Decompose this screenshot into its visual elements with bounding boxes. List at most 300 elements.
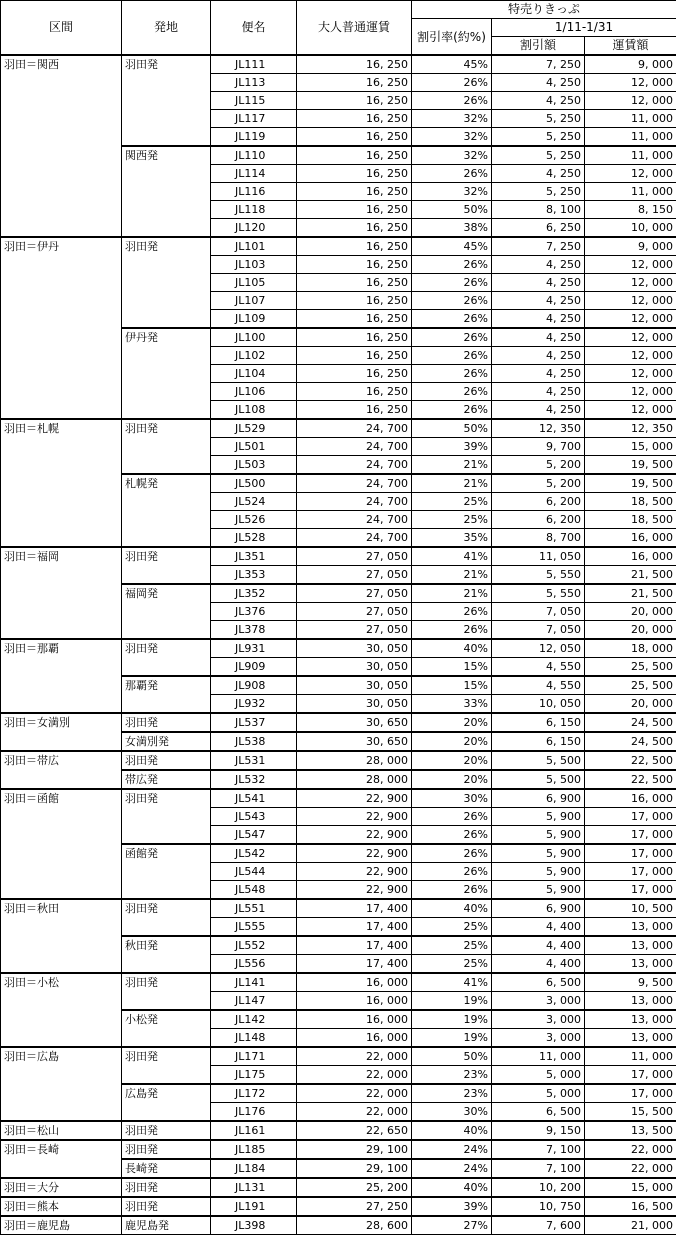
flight-cell: JL148 <box>211 1029 297 1048</box>
normal-fare-cell: 22, 000 <box>297 1066 412 1085</box>
fare-amount-cell: 12, 000 <box>585 92 676 110</box>
normal-fare-cell: 16, 250 <box>297 219 412 238</box>
fare-amount-cell: 15, 500 <box>585 1103 676 1122</box>
normal-fare-cell: 16, 250 <box>297 183 412 201</box>
normal-fare-cell: 24, 700 <box>297 529 412 548</box>
discount-amount-cell: 4, 250 <box>492 365 585 383</box>
discount-amount-cell: 7, 100 <box>492 1140 585 1159</box>
discount-rate-cell: 41% <box>412 973 492 992</box>
discount-rate-cell: 26% <box>412 881 492 900</box>
flight-cell: JL547 <box>211 826 297 845</box>
discount-rate-cell: 19% <box>412 1029 492 1048</box>
route-cell: 羽田＝熊本 <box>1 1197 122 1216</box>
discount-amount-cell: 3, 000 <box>492 1029 585 1048</box>
discount-rate-cell: 20% <box>412 751 492 770</box>
origin-cell: 伊丹発 <box>122 328 211 419</box>
flight-cell: JL353 <box>211 566 297 585</box>
discount-rate-cell: 19% <box>412 992 492 1011</box>
flight-cell: JL100 <box>211 328 297 347</box>
discount-rate-cell: 30% <box>412 1103 492 1122</box>
normal-fare-cell: 24, 700 <box>297 438 412 456</box>
route-cell: 羽田＝大分 <box>1 1178 122 1197</box>
discount-amount-cell: 4, 250 <box>492 347 585 365</box>
normal-fare-cell: 16, 000 <box>297 992 412 1011</box>
discount-amount-cell: 7, 250 <box>492 237 585 256</box>
normal-fare-cell: 27, 050 <box>297 584 412 603</box>
normal-fare-cell: 16, 250 <box>297 237 412 256</box>
fare-amount-cell: 18, 500 <box>585 511 676 529</box>
origin-cell: 那覇発 <box>122 676 211 713</box>
fare-amount-cell: 22, 000 <box>585 1140 676 1159</box>
table-row <box>1 1178 676 1197</box>
fare-amount-cell: 11, 000 <box>585 110 676 128</box>
flight-cell: JL191 <box>211 1197 297 1216</box>
header-tokubai: 特売りきっぷ <box>412 1 676 19</box>
discount-rate-cell: 24% <box>412 1140 492 1159</box>
route-cell: 羽田＝福岡 <box>1 547 122 639</box>
discount-rate-cell: 26% <box>412 274 492 292</box>
discount-rate-cell: 26% <box>412 310 492 329</box>
normal-fare-cell: 27, 050 <box>297 603 412 621</box>
discount-amount-cell: 7, 250 <box>492 55 585 74</box>
discount-amount-cell: 5, 200 <box>492 456 585 475</box>
normal-fare-cell: 17, 400 <box>297 918 412 937</box>
fare-amount-cell: 22, 500 <box>585 751 676 770</box>
normal-fare-cell: 22, 000 <box>297 1103 412 1122</box>
discount-rate-cell: 20% <box>412 713 492 732</box>
normal-fare-cell: 24, 700 <box>297 419 412 438</box>
discount-amount-cell: 4, 400 <box>492 918 585 937</box>
discount-rate-cell: 25% <box>412 511 492 529</box>
fare-amount-cell: 25, 500 <box>585 658 676 677</box>
normal-fare-cell: 30, 050 <box>297 639 412 658</box>
origin-cell: 羽田発 <box>122 55 211 146</box>
flight-cell: JL537 <box>211 713 297 732</box>
flight-cell: JL500 <box>211 474 297 493</box>
flight-cell: JL161 <box>211 1121 297 1140</box>
fare-amount-cell: 9, 500 <box>585 973 676 992</box>
flight-cell: JL108 <box>211 401 297 420</box>
fare-amount-cell: 12, 000 <box>585 74 676 92</box>
discount-rate-cell: 25% <box>412 955 492 974</box>
fare-table-body <box>1 55 676 1235</box>
normal-fare-cell: 24, 700 <box>297 456 412 475</box>
normal-fare-cell: 17, 400 <box>297 899 412 918</box>
flight-cell: JL541 <box>211 789 297 808</box>
discount-rate-cell: 45% <box>412 55 492 74</box>
flight-cell: JL105 <box>211 274 297 292</box>
discount-amount-cell: 4, 250 <box>492 74 585 92</box>
discount-amount-cell: 4, 400 <box>492 955 585 974</box>
discount-rate-cell: 26% <box>412 603 492 621</box>
fare-amount-cell: 13, 000 <box>585 955 676 974</box>
fare-amount-cell: 12, 000 <box>585 274 676 292</box>
discount-amount-cell: 5, 900 <box>492 863 585 881</box>
discount-rate-cell: 26% <box>412 165 492 183</box>
header-normal-fare: 大人普通運賃 <box>297 1 412 56</box>
discount-rate-cell: 20% <box>412 770 492 789</box>
flight-cell: JL532 <box>211 770 297 789</box>
route-cell: 羽田＝女満別 <box>1 713 122 751</box>
fare-amount-cell: 12, 000 <box>585 401 676 420</box>
discount-amount-cell: 7, 100 <box>492 1159 585 1178</box>
fare-amount-cell: 12, 000 <box>585 383 676 401</box>
table-row <box>1 547 676 566</box>
flight-cell: JL147 <box>211 992 297 1011</box>
fare-amount-cell: 13, 000 <box>585 918 676 937</box>
discount-amount-cell: 3, 000 <box>492 1010 585 1029</box>
discount-amount-cell: 4, 550 <box>492 658 585 677</box>
flight-cell: JL524 <box>211 493 297 511</box>
fare-amount-cell: 16, 000 <box>585 789 676 808</box>
discount-rate-cell: 40% <box>412 1121 492 1140</box>
discount-rate-cell: 26% <box>412 826 492 845</box>
fare-amount-cell: 10, 500 <box>585 899 676 918</box>
table-row <box>1 1047 676 1066</box>
discount-rate-cell: 30% <box>412 789 492 808</box>
discount-rate-cell: 32% <box>412 128 492 147</box>
fare-amount-cell: 13, 000 <box>585 1010 676 1029</box>
flight-cell: JL102 <box>211 347 297 365</box>
discount-rate-cell: 26% <box>412 92 492 110</box>
fare-amount-cell: 9, 000 <box>585 55 676 74</box>
fare-amount-cell: 20, 000 <box>585 695 676 714</box>
discount-amount-cell: 4, 250 <box>492 310 585 329</box>
normal-fare-cell: 27, 250 <box>297 1197 412 1216</box>
table-row <box>1 1121 676 1140</box>
discount-amount-cell: 5, 250 <box>492 183 585 201</box>
flight-cell: JL111 <box>211 55 297 74</box>
flight-cell: JL376 <box>211 603 297 621</box>
fare-amount-cell: 20, 000 <box>585 621 676 640</box>
discount-amount-cell: 4, 250 <box>492 92 585 110</box>
flight-cell: JL110 <box>211 146 297 165</box>
origin-cell: 札幌発 <box>122 474 211 547</box>
discount-amount-cell: 3, 000 <box>492 992 585 1011</box>
origin-cell: 関西発 <box>122 146 211 237</box>
fare-amount-cell: 12, 350 <box>585 419 676 438</box>
flight-cell: JL352 <box>211 584 297 603</box>
flight-cell: JL175 <box>211 1066 297 1085</box>
normal-fare-cell: 22, 000 <box>297 1047 412 1066</box>
flight-cell: JL544 <box>211 863 297 881</box>
discount-rate-cell: 21% <box>412 474 492 493</box>
fare-amount-cell: 13, 000 <box>585 1029 676 1048</box>
normal-fare-cell: 22, 900 <box>297 863 412 881</box>
normal-fare-cell: 16, 250 <box>297 165 412 183</box>
discount-amount-cell: 5, 900 <box>492 808 585 826</box>
flight-cell: JL117 <box>211 110 297 128</box>
route-cell: 羽田＝小松 <box>1 973 122 1047</box>
table-row <box>1 751 676 770</box>
fare-amount-cell: 17, 000 <box>585 863 676 881</box>
normal-fare-cell: 28, 000 <box>297 751 412 770</box>
fare-amount-cell: 12, 000 <box>585 365 676 383</box>
normal-fare-cell: 16, 000 <box>297 973 412 992</box>
discount-rate-cell: 23% <box>412 1066 492 1085</box>
discount-rate-cell: 50% <box>412 1047 492 1066</box>
discount-amount-cell: 4, 250 <box>492 328 585 347</box>
fare-amount-cell: 17, 000 <box>585 1084 676 1103</box>
flight-cell: JL142 <box>211 1010 297 1029</box>
origin-cell: 小松発 <box>122 1010 211 1047</box>
fare-amount-cell: 24, 500 <box>585 732 676 751</box>
flight-cell: JL932 <box>211 695 297 714</box>
route-cell: 羽田＝那覇 <box>1 639 122 713</box>
discount-amount-cell: 10, 750 <box>492 1197 585 1216</box>
flight-cell: JL543 <box>211 808 297 826</box>
discount-amount-cell: 4, 250 <box>492 401 585 420</box>
fare-amount-cell: 25, 500 <box>585 676 676 695</box>
discount-rate-cell: 40% <box>412 899 492 918</box>
discount-rate-cell: 21% <box>412 584 492 603</box>
discount-rate-cell: 50% <box>412 419 492 438</box>
flight-cell: JL131 <box>211 1178 297 1197</box>
discount-rate-cell: 45% <box>412 237 492 256</box>
discount-amount-cell: 5, 900 <box>492 881 585 900</box>
discount-amount-cell: 4, 250 <box>492 256 585 274</box>
normal-fare-cell: 17, 400 <box>297 936 412 955</box>
flight-cell: JL171 <box>211 1047 297 1066</box>
discount-amount-cell: 10, 050 <box>492 695 585 714</box>
fare-amount-cell: 18, 000 <box>585 639 676 658</box>
discount-amount-cell: 9, 150 <box>492 1121 585 1140</box>
header-origin: 発地 <box>122 1 211 56</box>
origin-cell: 羽田発 <box>122 1197 211 1216</box>
discount-amount-cell: 5, 250 <box>492 128 585 147</box>
flight-cell: JL555 <box>211 918 297 937</box>
normal-fare-cell: 22, 000 <box>297 1084 412 1103</box>
fare-amount-cell: 16, 500 <box>585 1197 676 1216</box>
discount-rate-cell: 27% <box>412 1216 492 1235</box>
flight-cell: JL551 <box>211 899 297 918</box>
discount-rate-cell: 26% <box>412 808 492 826</box>
origin-cell: 羽田発 <box>122 899 211 936</box>
discount-amount-cell: 4, 250 <box>492 383 585 401</box>
discount-amount-cell: 5, 900 <box>492 826 585 845</box>
discount-amount-cell: 11, 000 <box>492 1047 585 1066</box>
flight-cell: JL109 <box>211 310 297 329</box>
origin-cell: 羽田発 <box>122 547 211 584</box>
discount-amount-cell: 4, 250 <box>492 292 585 310</box>
flight-cell: JL556 <box>211 955 297 974</box>
normal-fare-cell: 25, 200 <box>297 1178 412 1197</box>
fare-amount-cell: 21, 500 <box>585 584 676 603</box>
discount-rate-cell: 26% <box>412 863 492 881</box>
normal-fare-cell: 22, 900 <box>297 881 412 900</box>
table-row <box>1 1140 676 1159</box>
fare-amount-cell: 17, 000 <box>585 808 676 826</box>
fare-amount-cell: 12, 000 <box>585 292 676 310</box>
flight-cell: JL931 <box>211 639 297 658</box>
flight-cell: JL172 <box>211 1084 297 1103</box>
discount-rate-cell: 26% <box>412 256 492 274</box>
flight-cell: JL542 <box>211 844 297 863</box>
route-cell: 羽田＝関西 <box>1 55 122 237</box>
fare-amount-cell: 12, 000 <box>585 165 676 183</box>
table-row <box>1 1197 676 1216</box>
discount-rate-cell: 33% <box>412 695 492 714</box>
flight-cell: JL503 <box>211 456 297 475</box>
normal-fare-cell: 16, 250 <box>297 92 412 110</box>
flight-cell: JL115 <box>211 92 297 110</box>
fare-amount-cell: 16, 000 <box>585 529 676 548</box>
normal-fare-cell: 27, 050 <box>297 547 412 566</box>
fare-amount-cell: 17, 000 <box>585 1066 676 1085</box>
discount-rate-cell: 40% <box>412 639 492 658</box>
fare-amount-cell: 20, 000 <box>585 603 676 621</box>
fare-amount-cell: 13, 000 <box>585 936 676 955</box>
normal-fare-cell: 30, 650 <box>297 732 412 751</box>
discount-amount-cell: 6, 200 <box>492 493 585 511</box>
fare-amount-cell: 12, 000 <box>585 310 676 329</box>
flight-cell: JL529 <box>211 419 297 438</box>
table-row <box>1 789 676 808</box>
normal-fare-cell: 30, 050 <box>297 695 412 714</box>
header-route: 区間 <box>1 1 122 56</box>
discount-rate-cell: 39% <box>412 1197 492 1216</box>
route-cell: 羽田＝長崎 <box>1 1140 122 1178</box>
discount-amount-cell: 6, 200 <box>492 511 585 529</box>
discount-rate-cell: 25% <box>412 936 492 955</box>
normal-fare-cell: 24, 700 <box>297 493 412 511</box>
route-cell: 羽田＝帯広 <box>1 751 122 789</box>
flight-cell: JL103 <box>211 256 297 274</box>
flight-cell: JL552 <box>211 936 297 955</box>
discount-amount-cell: 7, 600 <box>492 1216 585 1235</box>
flight-cell: JL528 <box>211 529 297 548</box>
flight-cell: JL176 <box>211 1103 297 1122</box>
discount-rate-cell: 32% <box>412 110 492 128</box>
table-row <box>1 639 676 658</box>
header-fare-amount: 運賃額 <box>585 37 676 56</box>
normal-fare-cell: 27, 050 <box>297 566 412 585</box>
normal-fare-cell: 24, 700 <box>297 511 412 529</box>
fare-amount-cell: 8, 150 <box>585 201 676 219</box>
flight-cell: JL116 <box>211 183 297 201</box>
origin-cell: 羽田発 <box>122 789 211 844</box>
normal-fare-cell: 22, 650 <box>297 1121 412 1140</box>
fare-amount-cell: 21, 000 <box>585 1216 676 1235</box>
origin-cell: 羽田発 <box>122 237 211 328</box>
fare-amount-cell: 24, 500 <box>585 713 676 732</box>
origin-cell: 羽田発 <box>122 639 211 676</box>
discount-rate-cell: 26% <box>412 383 492 401</box>
route-cell: 羽田＝松山 <box>1 1121 122 1140</box>
origin-cell: 長崎発 <box>122 1159 211 1178</box>
discount-rate-cell: 25% <box>412 918 492 937</box>
flight-cell: JL501 <box>211 438 297 456</box>
table-row <box>1 55 676 74</box>
table-row <box>1 1216 676 1235</box>
normal-fare-cell: 28, 000 <box>297 770 412 789</box>
flight-cell: JL120 <box>211 219 297 238</box>
discount-amount-cell: 5, 000 <box>492 1084 585 1103</box>
origin-cell: 福岡発 <box>122 584 211 639</box>
fare-amount-cell: 17, 000 <box>585 844 676 863</box>
normal-fare-cell: 16, 250 <box>297 401 412 420</box>
discount-amount-cell: 8, 100 <box>492 201 585 219</box>
normal-fare-cell: 16, 250 <box>297 74 412 92</box>
fare-amount-cell: 21, 500 <box>585 566 676 585</box>
discount-rate-cell: 40% <box>412 1178 492 1197</box>
normal-fare-cell: 16, 250 <box>297 328 412 347</box>
normal-fare-cell: 30, 050 <box>297 658 412 677</box>
flight-cell: JL184 <box>211 1159 297 1178</box>
discount-rate-cell: 39% <box>412 438 492 456</box>
discount-rate-cell: 32% <box>412 183 492 201</box>
origin-cell: 女満別発 <box>122 732 211 751</box>
header-period: 1/11-1/31 <box>492 19 676 37</box>
flight-cell: JL398 <box>211 1216 297 1235</box>
header-discount-amount: 割引額 <box>492 37 585 56</box>
discount-amount-cell: 5, 250 <box>492 146 585 165</box>
origin-cell: 羽田発 <box>122 1140 211 1159</box>
origin-cell: 広島発 <box>122 1084 211 1121</box>
discount-amount-cell: 5, 550 <box>492 566 585 585</box>
discount-amount-cell: 6, 500 <box>492 1103 585 1122</box>
discount-amount-cell: 5, 550 <box>492 584 585 603</box>
discount-rate-cell: 23% <box>412 1084 492 1103</box>
fare-amount-cell: 19, 500 <box>585 456 676 475</box>
table-row <box>1 973 676 992</box>
discount-amount-cell: 6, 150 <box>492 713 585 732</box>
discount-rate-cell: 26% <box>412 844 492 863</box>
fare-amount-cell: 15, 000 <box>585 1178 676 1197</box>
discount-amount-cell: 4, 400 <box>492 936 585 955</box>
origin-cell: 羽田発 <box>122 1178 211 1197</box>
discount-rate-cell: 38% <box>412 219 492 238</box>
flight-cell: JL185 <box>211 1140 297 1159</box>
fare-amount-cell: 11, 000 <box>585 1047 676 1066</box>
normal-fare-cell: 16, 250 <box>297 292 412 310</box>
flight-cell: JL106 <box>211 383 297 401</box>
normal-fare-cell: 28, 600 <box>297 1216 412 1235</box>
normal-fare-cell: 30, 650 <box>297 713 412 732</box>
fare-amount-cell: 9, 000 <box>585 237 676 256</box>
normal-fare-cell: 16, 250 <box>297 201 412 219</box>
normal-fare-cell: 22, 900 <box>297 789 412 808</box>
route-cell: 羽田＝秋田 <box>1 899 122 973</box>
normal-fare-cell: 16, 250 <box>297 347 412 365</box>
discount-amount-cell: 8, 700 <box>492 529 585 548</box>
fare-amount-cell: 17, 000 <box>585 881 676 900</box>
flight-cell: JL101 <box>211 237 297 256</box>
discount-amount-cell: 4, 250 <box>492 274 585 292</box>
discount-amount-cell: 4, 550 <box>492 676 585 695</box>
discount-rate-cell: 41% <box>412 547 492 566</box>
fare-amount-cell: 22, 500 <box>585 770 676 789</box>
fare-amount-cell: 18, 500 <box>585 493 676 511</box>
normal-fare-cell: 16, 250 <box>297 365 412 383</box>
flight-cell: JL531 <box>211 751 297 770</box>
flight-cell: JL118 <box>211 201 297 219</box>
route-cell: 羽田＝札幌 <box>1 419 122 547</box>
discount-rate-cell: 26% <box>412 347 492 365</box>
fare-amount-cell: 12, 000 <box>585 256 676 274</box>
discount-rate-cell: 20% <box>412 732 492 751</box>
discount-rate-cell: 21% <box>412 456 492 475</box>
fare-amount-cell: 16, 000 <box>585 547 676 566</box>
normal-fare-cell: 16, 250 <box>297 274 412 292</box>
discount-amount-cell: 5, 200 <box>492 474 585 493</box>
discount-rate-cell: 32% <box>412 146 492 165</box>
normal-fare-cell: 29, 100 <box>297 1140 412 1159</box>
table-row <box>1 713 676 732</box>
origin-cell: 羽田発 <box>122 419 211 474</box>
discount-amount-cell: 6, 150 <box>492 732 585 751</box>
normal-fare-cell: 16, 250 <box>297 128 412 147</box>
